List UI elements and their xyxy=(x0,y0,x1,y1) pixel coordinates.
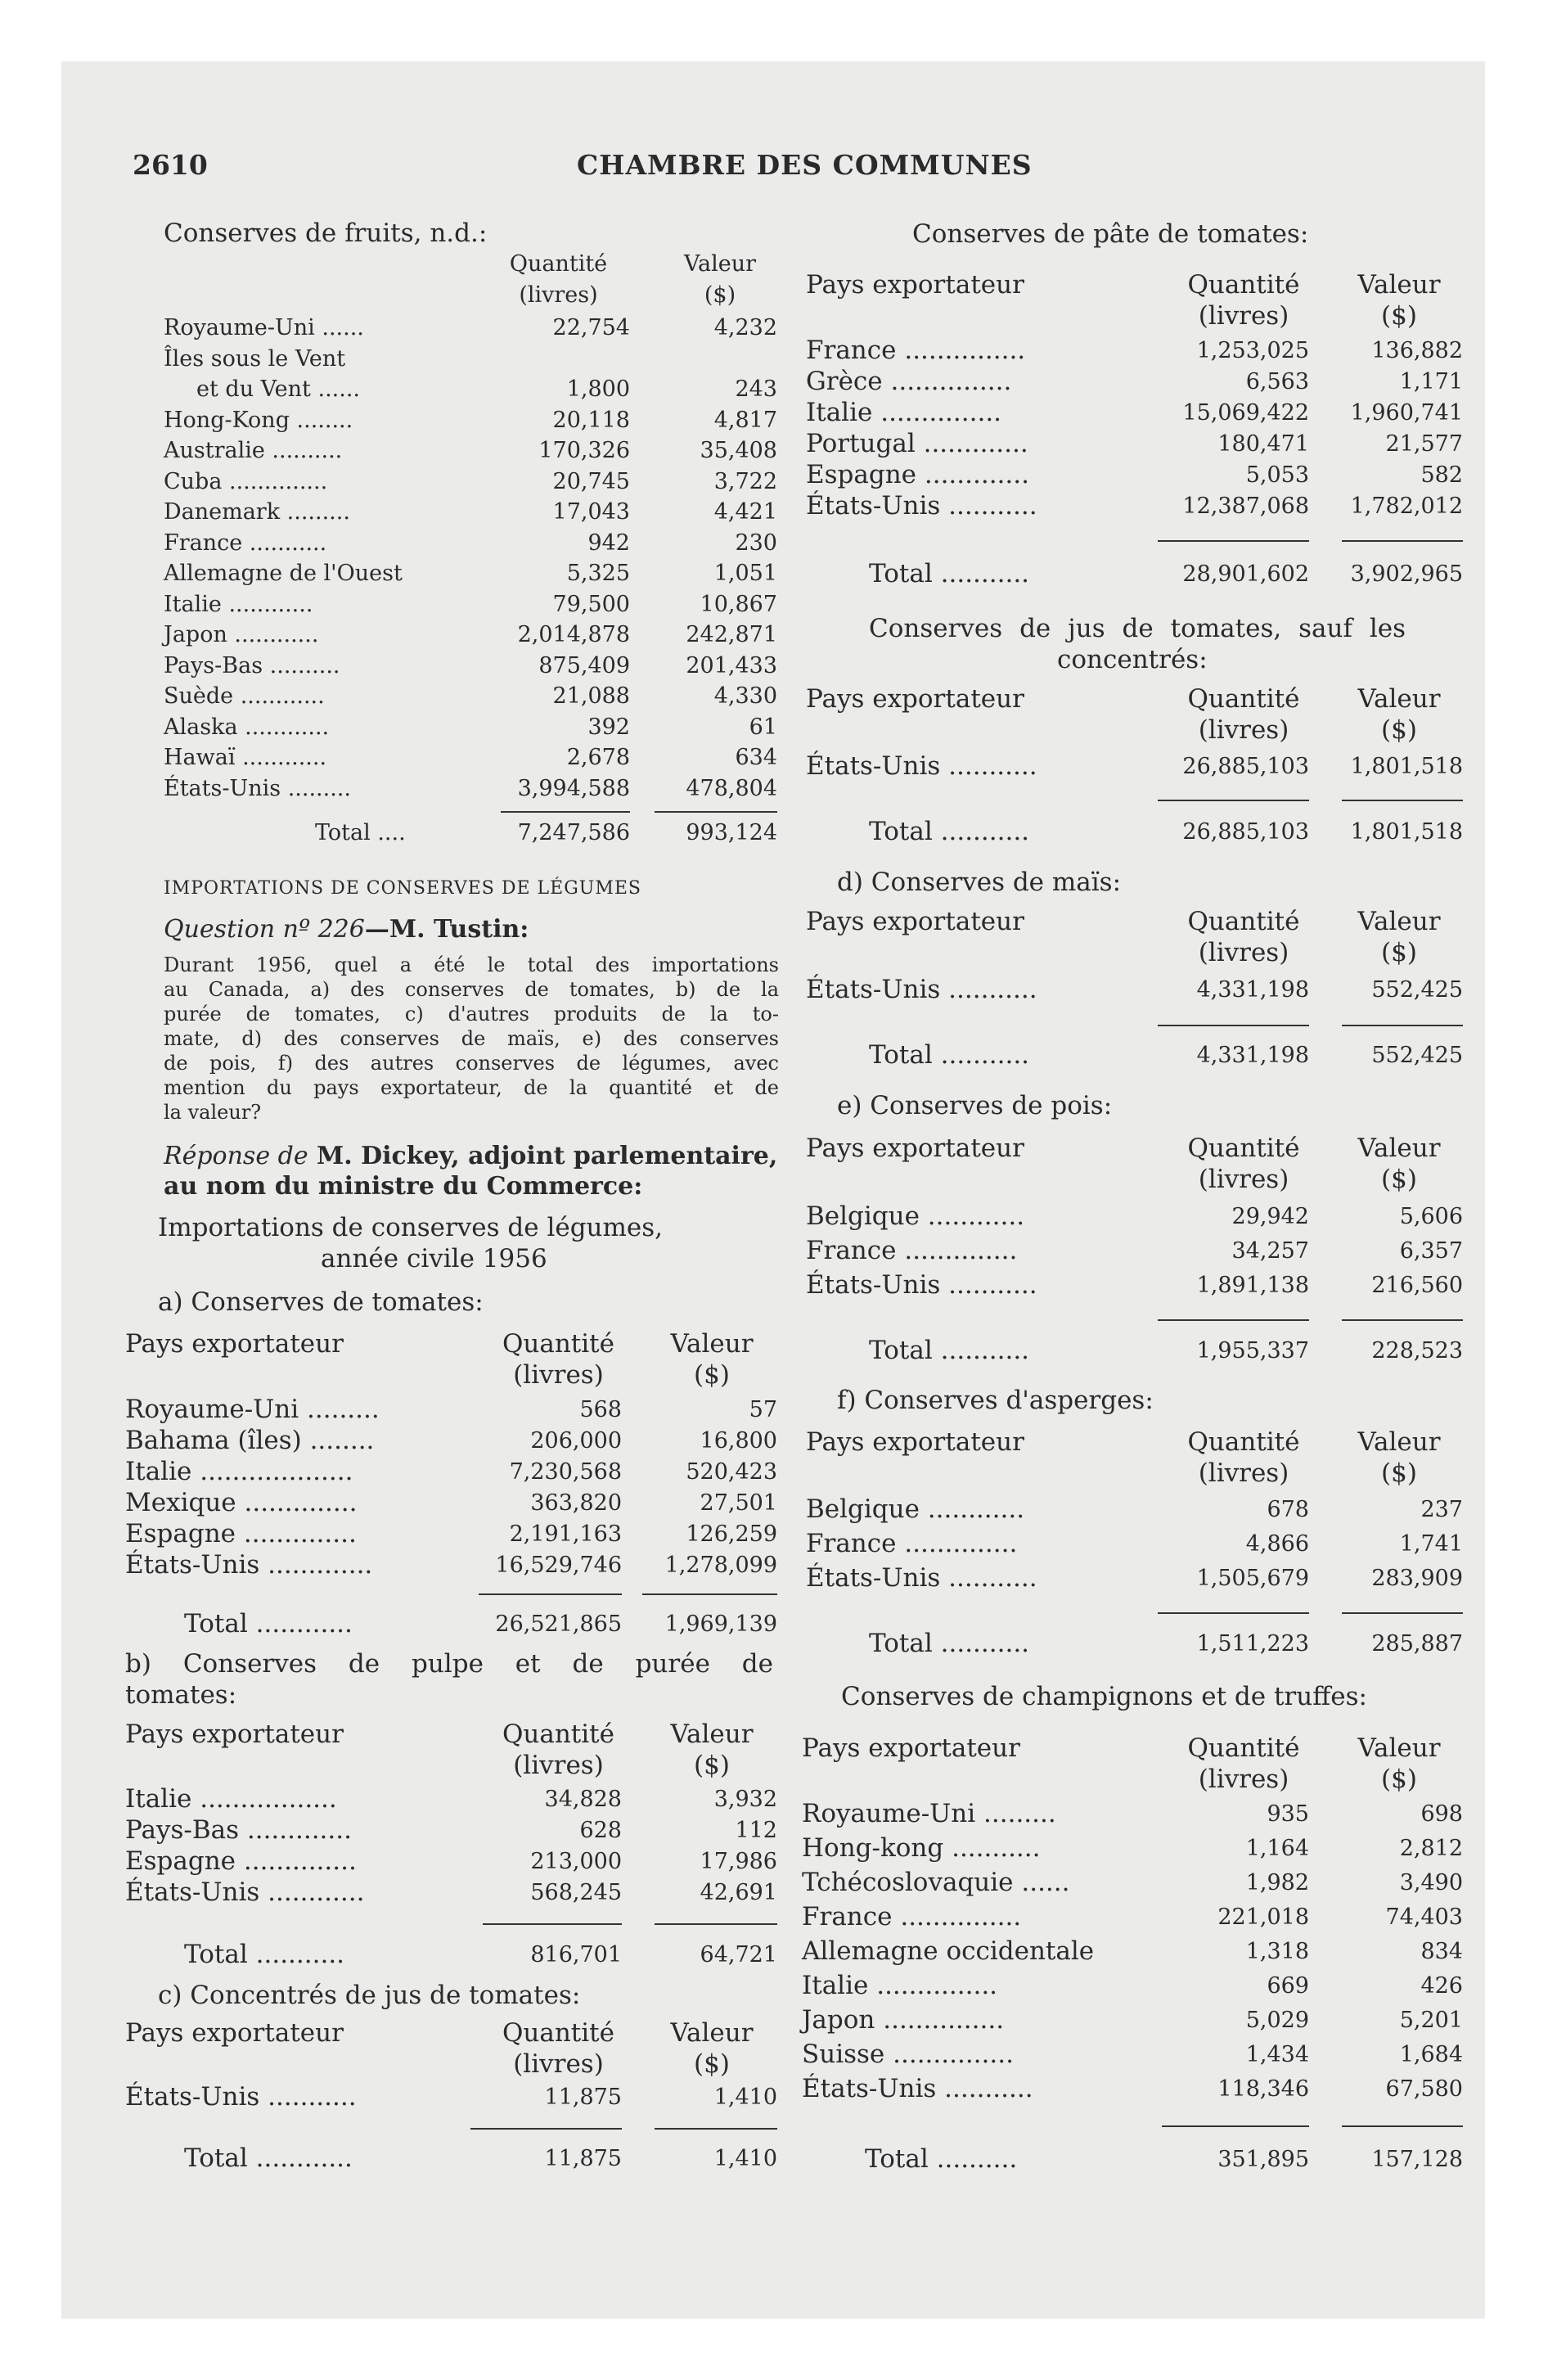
table-row: France ............... xyxy=(802,1902,1022,1931)
cell-val: 4,817 xyxy=(713,408,777,433)
cell-val: 520,423 xyxy=(686,1459,777,1485)
tomates-title: a) Conserves de tomates: xyxy=(158,1287,484,1317)
divider xyxy=(655,1923,777,1925)
fruits-head-qty-unit: (livres) xyxy=(519,282,598,308)
table-row: États-Unis ........... xyxy=(806,975,1037,1004)
concentres-head-qty: Quantité xyxy=(502,2018,614,2048)
cell-qty: 1,164 xyxy=(1245,1836,1309,1861)
concentres-head-country: Pays exportateur xyxy=(125,2018,344,2048)
table-row: Suisse ............... xyxy=(802,2040,1014,2069)
asperges-head-qty: Quantité xyxy=(1187,1427,1300,1457)
table-row: Italie ............... xyxy=(806,398,1002,427)
cell-val: 1,782,012 xyxy=(1350,494,1463,519)
cell-qty: 1,434 xyxy=(1245,2042,1309,2067)
cell-qty: 16,529,746 xyxy=(495,1553,622,1578)
cell-val: 698 xyxy=(1420,1801,1463,1827)
table-row: Belgique ............ xyxy=(806,1201,1025,1231)
divider xyxy=(1342,1025,1463,1026)
table-row: États-Unis ........... xyxy=(802,2074,1033,2103)
jus-total-qty: 26,885,103 xyxy=(1182,819,1309,845)
table-row: Danemark ......... xyxy=(164,499,350,525)
champignons-head-qty: Quantité xyxy=(1187,1733,1300,1763)
cell-qty: 4,866 xyxy=(1245,1531,1309,1557)
asperges-total-label: Total ........... xyxy=(869,1629,1030,1658)
pulpe-head-qty: Quantité xyxy=(502,1720,614,1749)
cell-val: 426 xyxy=(1420,1973,1463,1999)
mais-total-val: 552,425 xyxy=(1371,1043,1463,1068)
divider xyxy=(1342,800,1463,801)
mais-head-qty: Quantité xyxy=(1187,907,1300,936)
cell-val: 67,580 xyxy=(1385,2076,1463,2102)
pois-head-val-unit: ($) xyxy=(1381,1165,1417,1194)
asperges-total-val: 285,887 xyxy=(1371,1631,1463,1657)
cell-qty: 628 xyxy=(579,1818,622,1843)
table-row: Tchécoslovaquie ...... xyxy=(802,1868,1070,1897)
tomates-total-val: 1,969,139 xyxy=(664,1611,777,1637)
cell-val: 242,871 xyxy=(686,622,777,647)
mais-head-country: Pays exportateur xyxy=(806,907,1024,936)
pate-total-val: 3,902,965 xyxy=(1350,561,1463,587)
cell-val: 21,577 xyxy=(1385,431,1463,457)
pois-total-val: 228,523 xyxy=(1371,1338,1463,1364)
cell-qty: 213,000 xyxy=(530,1849,622,1874)
divider xyxy=(1158,1319,1309,1321)
asperges-head-country: Pays exportateur xyxy=(806,1427,1024,1457)
cell-qty: 7,230,568 xyxy=(509,1459,622,1485)
champignons-head-val: Valeur xyxy=(1357,1733,1441,1763)
cell-qty: 1,505,679 xyxy=(1196,1566,1309,1591)
cell-val: 243 xyxy=(735,376,777,402)
champignons-total-val: 157,128 xyxy=(1371,2147,1463,2172)
divider xyxy=(470,2128,622,2130)
cell-val: 112 xyxy=(735,1818,777,1843)
divider xyxy=(1158,800,1309,801)
divider xyxy=(1342,540,1463,542)
asperges-head-qty-unit: (livres) xyxy=(1198,1458,1289,1488)
cell-val: 5,606 xyxy=(1399,1204,1463,1229)
table-row: Allemagne de l'Ouest xyxy=(164,561,403,586)
answer-heading: Réponse de M. Dickey, adjoint parlementaire, xyxy=(164,1142,778,1170)
cell-qty: 206,000 xyxy=(530,1428,622,1454)
question-line: de pois, f) des autres conserves de légumes, avec xyxy=(164,1052,779,1075)
asperges-total-qty: 1,511,223 xyxy=(1196,1631,1309,1657)
cell-qty: 5,325 xyxy=(566,561,630,586)
pulpe-head-val: Valeur xyxy=(670,1720,754,1749)
cell-val: 1,684 xyxy=(1399,2042,1463,2067)
pulpe-title-2: tomates: xyxy=(125,1680,237,1710)
cell-val: 3,722 xyxy=(713,469,777,494)
mais-head-qty-unit: (livres) xyxy=(1198,938,1289,967)
table-row: Alaska ............ xyxy=(164,714,330,740)
cell-val: 1,960,741 xyxy=(1350,400,1463,426)
divider xyxy=(1162,2125,1309,2127)
table-row: France ............... xyxy=(806,336,1026,365)
concentres-head-val-unit: ($) xyxy=(694,2049,730,2079)
cell-val: 478,804 xyxy=(686,776,777,801)
champignons-head-country: Pays exportateur xyxy=(802,1733,1020,1763)
cell-qty: 568 xyxy=(579,1397,622,1422)
section-title-2: année civile 1956 xyxy=(321,1244,547,1273)
table-row: Espagne ............. xyxy=(806,460,1029,489)
table-row: États-Unis ........... xyxy=(806,751,1037,781)
fruits-title: Conserves de fruits, n.d.: xyxy=(164,219,488,248)
concentres-head-val: Valeur xyxy=(670,2018,754,2048)
imports-heading: IMPORTATIONS DE CONSERVES DE LÉGUMES xyxy=(164,878,641,899)
pulpe-total-label: Total ........... xyxy=(184,1940,345,1969)
table-row: Hong-Kong ........ xyxy=(164,408,353,433)
divider xyxy=(655,2128,777,2130)
cell-val: 283,909 xyxy=(1371,1566,1463,1591)
cell-qty: 2,191,163 xyxy=(509,1521,622,1547)
cell-val: 1,801,518 xyxy=(1350,754,1463,779)
cell-qty: 1,891,138 xyxy=(1196,1273,1309,1298)
fruits-total-qty: 7,247,586 xyxy=(517,820,630,845)
jus-head-qty-unit: (livres) xyxy=(1198,715,1289,745)
pulpe-head-qty-unit: (livres) xyxy=(513,1751,604,1780)
table-row: France .............. xyxy=(806,1529,1018,1558)
table-row: et du Vent ...... xyxy=(196,376,360,402)
question-line: mate, d) des conserves de maïs, e) des conserves xyxy=(164,1027,779,1050)
cell-qty: 34,257 xyxy=(1231,1238,1309,1264)
table-row: Japon ............... xyxy=(802,2005,1005,2035)
cell-qty: 5,053 xyxy=(1245,462,1309,488)
cell-val: 1,410 xyxy=(713,2085,777,2110)
fruits-total-val: 993,124 xyxy=(686,820,777,845)
cell-qty: 221,018 xyxy=(1217,1904,1309,1930)
cell-val: 126,259 xyxy=(686,1521,777,1547)
pate-total-qty: 28,901,602 xyxy=(1182,561,1309,587)
cell-qty: 935 xyxy=(1267,1801,1309,1827)
table-row: Mexique .............. xyxy=(125,1488,358,1517)
cell-qty: 11,875 xyxy=(544,2085,622,2110)
cell-val: 4,330 xyxy=(713,683,777,709)
cell-val: 1,278,099 xyxy=(664,1553,777,1578)
pois-title: e) Conserves de pois: xyxy=(837,1091,1113,1120)
table-row: Royaume-Uni ......... xyxy=(125,1395,380,1424)
cell-val: 3,932 xyxy=(713,1787,777,1812)
pate-total-label: Total ........... xyxy=(869,559,1030,588)
cell-qty: 22,754 xyxy=(552,315,630,340)
divider xyxy=(642,1593,777,1595)
jus-total-label: Total ........... xyxy=(869,817,1030,846)
jus-total-val: 1,801,518 xyxy=(1350,819,1463,845)
cell-val: 1,171 xyxy=(1399,369,1463,394)
page-number: 2610 xyxy=(133,149,208,181)
cell-qty: 568,245 xyxy=(530,1880,622,1905)
table-row: Italie ................... xyxy=(125,1457,353,1486)
cell-val: 27,501 xyxy=(700,1490,777,1516)
tomates-head-val: Valeur xyxy=(670,1329,754,1359)
table-row: Allemagne occidentale xyxy=(802,1936,1095,1966)
cell-qty: 2,014,878 xyxy=(517,622,630,647)
cell-val: 582 xyxy=(1420,462,1463,488)
table-row: États-Unis ........... xyxy=(806,1563,1037,1593)
pate-head-val: Valeur xyxy=(1357,270,1441,300)
cell-qty: 669 xyxy=(1267,1973,1309,1999)
cell-qty: 942 xyxy=(587,530,630,556)
cell-val: 10,867 xyxy=(700,592,777,617)
table-row: Bahama (îles) ........ xyxy=(125,1426,375,1455)
table-row: États-Unis ......... xyxy=(164,776,351,801)
table-row: Belgique ............ xyxy=(806,1494,1025,1524)
tomates-total-label: Total ............ xyxy=(184,1609,353,1639)
tomates-head-qty-unit: (livres) xyxy=(513,1360,604,1390)
cell-qty: 29,942 xyxy=(1231,1204,1309,1229)
cell-qty: 3,994,588 xyxy=(517,776,630,801)
fruits-head-val: Valeur xyxy=(683,251,757,277)
page-title: CHAMBRE DES COMMUNES xyxy=(577,149,1033,181)
asperges-head-val: Valeur xyxy=(1357,1427,1441,1457)
cell-qty: 118,346 xyxy=(1217,2076,1309,2102)
divider xyxy=(501,811,630,813)
cell-qty: 6,563 xyxy=(1245,369,1309,394)
answer-line2: au nom du ministre du Commerce: xyxy=(164,1172,643,1201)
cell-val: 16,800 xyxy=(700,1428,777,1454)
divider xyxy=(479,1593,622,1595)
cell-qty: 1,982 xyxy=(1245,1870,1309,1895)
divider xyxy=(1342,1319,1463,1321)
table-row: France ........... xyxy=(164,530,327,556)
table-row: Espagne .............. xyxy=(125,1846,357,1876)
cell-qty: 17,043 xyxy=(552,499,630,525)
table-row: France .............. xyxy=(806,1236,1018,1265)
pate-head-qty-unit: (livres) xyxy=(1198,301,1289,331)
divider xyxy=(1158,1612,1309,1614)
table-row: Grèce ............... xyxy=(806,367,1012,396)
tomates-head-country: Pays exportateur xyxy=(125,1329,344,1359)
jus-title-2: concentrés: xyxy=(1057,645,1208,674)
pois-head-country: Pays exportateur xyxy=(806,1134,1024,1163)
table-row: Espagne .............. xyxy=(125,1519,357,1548)
cell-qty: 1,800 xyxy=(566,376,630,402)
cell-qty: 678 xyxy=(1267,1497,1309,1522)
table-row: Japon ............ xyxy=(164,622,319,647)
cell-qty: 15,069,422 xyxy=(1182,400,1309,426)
question-line: mention du pays exportateur, de la quantité et de xyxy=(164,1076,779,1099)
pulpe-head-val-unit: ($) xyxy=(694,1751,730,1780)
table-row: Italie ................. xyxy=(125,1784,337,1814)
cell-val: 230 xyxy=(735,530,777,556)
table-row: Pays-Bas .......... xyxy=(164,653,340,678)
cell-qty: 79,500 xyxy=(552,592,630,617)
cell-qty: 20,118 xyxy=(552,408,630,433)
pulpe-title-1: b) Conserves de pulpe et de purée de xyxy=(125,1649,773,1679)
table-row: Pays-Bas ............. xyxy=(125,1815,352,1845)
mais-total-qty: 4,331,198 xyxy=(1196,1043,1309,1068)
question-line: au Canada, a) des conserves de tomates, b) de la xyxy=(164,978,779,1001)
pate-head-country: Pays exportateur xyxy=(806,270,1024,300)
jus-head-country: Pays exportateur xyxy=(806,684,1024,714)
concentres-total-qty: 11,875 xyxy=(544,2146,622,2171)
concentres-head-qty-unit: (livres) xyxy=(513,2049,604,2079)
cell-qty: 392 xyxy=(587,714,630,740)
cell-val: 1,051 xyxy=(713,561,777,586)
pois-total-label: Total ........... xyxy=(869,1336,1030,1365)
question-line: Durant 1956, quel a été le total des importations xyxy=(164,953,779,976)
table-row: Hong-kong ........... xyxy=(802,1833,1041,1863)
cell-val: 1,741 xyxy=(1399,1531,1463,1557)
table-row: Portugal ............. xyxy=(806,429,1028,458)
divider xyxy=(1342,2125,1463,2127)
table-row: États-Unis ........... xyxy=(125,2082,357,2112)
jus-head-val: Valeur xyxy=(1357,684,1441,714)
pate-title: Conserves de pâte de tomates: xyxy=(912,219,1309,249)
cell-val: 834 xyxy=(1420,1939,1463,1964)
champignons-total-qty: 351,895 xyxy=(1217,2147,1309,2172)
cell-val: 17,986 xyxy=(700,1849,777,1874)
table-row: Cuba .............. xyxy=(164,469,328,494)
table-row: États-Unis ........... xyxy=(806,1270,1037,1300)
pulpe-total-qty: 816,701 xyxy=(530,1942,622,1968)
fruits-head-qty: Quantité xyxy=(509,251,608,277)
asperges-title: f) Conserves d'asperges: xyxy=(837,1386,1154,1415)
divider xyxy=(1342,1612,1463,1614)
divider xyxy=(1158,540,1309,542)
mais-total-label: Total ........... xyxy=(869,1040,1030,1070)
concentres-total-label: Total ............ xyxy=(184,2143,353,2173)
cell-qty: 363,820 xyxy=(530,1490,622,1516)
cell-qty: 21,088 xyxy=(552,683,630,709)
cell-val: 35,408 xyxy=(700,438,777,463)
cell-qty: 4,331,198 xyxy=(1196,977,1309,1003)
tomates-total-qty: 26,521,865 xyxy=(495,1611,622,1637)
cell-val: 6,357 xyxy=(1399,1238,1463,1264)
cell-val: 4,232 xyxy=(713,315,777,340)
cell-val: 2,812 xyxy=(1399,1836,1463,1861)
table-row: Hawaï ............ xyxy=(164,745,327,770)
cell-qty: 2,678 xyxy=(566,745,630,770)
concentres-total-val: 1,410 xyxy=(713,2146,777,2171)
question-heading: Question nº 226—M. Tustin: xyxy=(164,915,529,944)
asperges-head-val-unit: ($) xyxy=(1381,1458,1417,1488)
cell-val: 5,201 xyxy=(1399,2008,1463,2033)
cell-val: 237 xyxy=(1420,1497,1463,1522)
table-row: Australie .......... xyxy=(164,438,343,463)
mais-head-val: Valeur xyxy=(1357,907,1441,936)
cell-qty: 1,318 xyxy=(1245,1939,1309,1964)
cell-qty: 34,828 xyxy=(544,1787,622,1812)
cell-val: 61 xyxy=(749,714,777,740)
table-row: Royaume-Uni ......... xyxy=(802,1799,1056,1828)
section-title-1: Importations de conserves de légumes, xyxy=(158,1213,664,1242)
table-row: États-Unis ............ xyxy=(125,1877,365,1907)
table-row: Royaume-Uni ...... xyxy=(164,315,364,340)
mais-head-val-unit: ($) xyxy=(1381,938,1417,967)
cell-qty: 875,409 xyxy=(538,653,630,678)
cell-qty: 26,885,103 xyxy=(1182,754,1309,779)
pulpe-head-country: Pays exportateur xyxy=(125,1720,344,1749)
table-row: États-Unis ............. xyxy=(125,1550,373,1580)
table-row: Suède ............ xyxy=(164,683,325,709)
table-row: Îles sous le Vent xyxy=(164,346,346,372)
jus-title-1: Conserves de jus de tomates, sauf les xyxy=(869,614,1406,643)
pois-head-qty: Quantité xyxy=(1187,1134,1300,1163)
table-row: Italie ............ xyxy=(164,592,313,617)
cell-qty: 20,745 xyxy=(552,469,630,494)
tomates-head-qty: Quantité xyxy=(502,1329,614,1359)
cell-qty: 12,387,068 xyxy=(1182,494,1309,519)
champignons-title: Conserves de champignons et de truffes: xyxy=(841,1682,1367,1711)
cell-qty: 180,471 xyxy=(1217,431,1309,457)
cell-val: 4,421 xyxy=(713,499,777,525)
pulpe-total-val: 64,721 xyxy=(700,1942,777,1968)
divider xyxy=(655,811,777,813)
cell-val: 42,691 xyxy=(700,1880,777,1905)
cell-val: 634 xyxy=(735,745,777,770)
cell-val: 57 xyxy=(749,1397,777,1422)
table-row: Italie ............... xyxy=(802,1971,998,2000)
mais-title: d) Conserves de maïs: xyxy=(837,868,1122,897)
pate-head-qty: Quantité xyxy=(1187,270,1300,300)
cell-qty: 170,326 xyxy=(538,438,630,463)
question-line: la valeur? xyxy=(164,1101,262,1124)
cell-qty: 1,253,025 xyxy=(1196,338,1309,363)
pois-head-val: Valeur xyxy=(1357,1134,1441,1163)
pois-total-qty: 1,955,337 xyxy=(1196,1338,1309,1364)
concentres-title: c) Concentrés de jus de tomates: xyxy=(158,1981,581,2010)
pate-head-val-unit: ($) xyxy=(1381,301,1417,331)
cell-val: 3,490 xyxy=(1399,1870,1463,1895)
jus-head-val-unit: ($) xyxy=(1381,715,1417,745)
cell-val: 201,433 xyxy=(686,653,777,678)
fruits-head-val-unit: ($) xyxy=(704,282,736,308)
fruits-total-label: Total .... xyxy=(315,820,406,845)
champignons-head-val-unit: ($) xyxy=(1381,1765,1417,1794)
tomates-head-val-unit: ($) xyxy=(694,1360,730,1390)
cell-qty: 5,029 xyxy=(1245,2008,1309,2033)
cell-val: 74,403 xyxy=(1385,1904,1463,1930)
divider xyxy=(1158,1025,1309,1026)
question-line: purée de tomates, c) d'autres produits de la to- xyxy=(164,1003,779,1025)
champignons-head-qty-unit: (livres) xyxy=(1198,1765,1289,1794)
pois-head-qty-unit: (livres) xyxy=(1198,1165,1289,1194)
divider xyxy=(483,1923,622,1925)
cell-val: 552,425 xyxy=(1371,977,1463,1003)
cell-val: 216,560 xyxy=(1371,1273,1463,1298)
cell-val: 136,882 xyxy=(1371,338,1463,363)
table-row: États-Unis ........... xyxy=(806,491,1037,521)
champignons-total-label: Total .......... xyxy=(865,2144,1018,2174)
jus-head-qty: Quantité xyxy=(1187,684,1300,714)
